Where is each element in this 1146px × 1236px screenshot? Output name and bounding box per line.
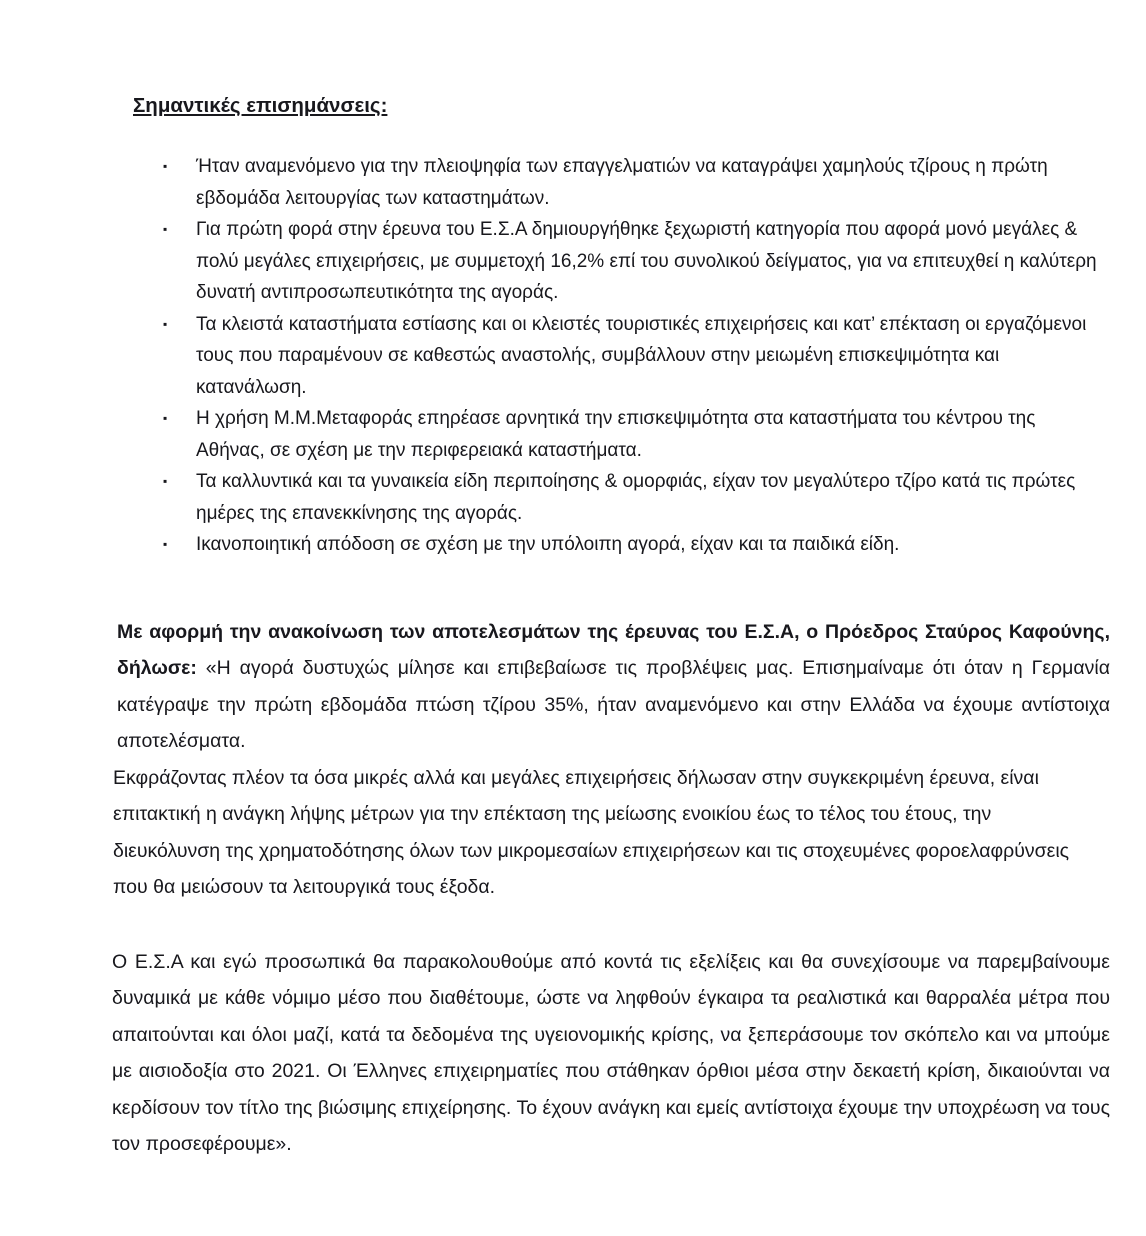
bullet-square-icon: ▪ [163,316,168,331]
page-title: Σημαντικές επισημάνσεις: [133,94,388,117]
bullet-text: Τα κλειστά καταστήματα εστίασης και οι κλειστές τουριστικές επιχειρήσεις και κατ’ επέκταση οι εργαζόμενοι τους που παραμένουν σε καθεστώς αναστολής, συμβάλλουν στην μειωμένη επισκεψιμότητα και κατανάλωση. [196,313,1087,398]
bullet-square-icon: ▪ [163,159,168,173]
list-item [112,309,1110,404]
bullet-square-icon: ▪ [163,222,168,236]
bullet-square-icon: ▪ [163,474,168,488]
bullet-text: Η χρήση Μ.Μ.Μεταφοράς επηρέασε αρνητικά την επισκεψιμότητα στα καταστήματα του κέντρου της Αθήνας, σε σχέση με την περιφερειακά καταστήματα. [196,408,1036,461]
list-item [112,466,1110,529]
statement-quote: «Η αγορά δυστυχώς μίλησε και επιβεβαίωσε τις προβλέψεις μας. Επισημαίναμε ότι όταν η Γερμανία κατέγραψε την πρώτη εβδομάδα πτώση τζίρου 35%, ήταν αναμενόμενο και στην Ελλάδα να έχουμε αντίστοιχα αποτελέσματα. [117,657,1111,752]
bullet-text: Ήταν αναμενόμενο για την πλειοψηφία των επαγγελματιών να καταγράψει χαμηλούς τζίρους η πρώτη εβδομάδα λειτουργίας των καταστημάτων. [196,156,1048,209]
list-item [112,529,1110,561]
bullet-square-icon: ▪ [163,411,168,425]
list-item [112,214,1110,309]
bullet-list [112,151,1110,561]
bullet-text: Για πρώτη φορά στην έρευνα του Ε.Σ.Α δημιουργήθηκε ξεχωριστή κατηγορία που αφορά μονό μεγάλες & πολύ μεγάλες επιχειρήσεις, με συμμετοχή 16,2% επί του συνολικού δείγματος, για να επιτευχθεί η καλύτερη δυνατή αντιπροσωπευτικότητα της αγοράς. [196,219,1097,303]
list-item [112,403,1110,466]
list-item [112,151,1110,214]
statement-quote-continuation: Εκφράζοντας πλέον τα όσα μικρές αλλά και μεγάλες επιχειρήσεις δήλωσαν στην συγκεκριμένη έρευνα, είναι επιτακτική η ανάγκη λήψης μέτρων για την επέκταση της μείωσης ενοικίου έως το τέλος του έτους, την διευκόλυνση της χρηματοδότησης όλων των μικρομεσαίων επιχειρήσεων και τις στοχευμένες φοροελαφρύνσεις που θα μειώσουν τα λειτουργικά τους έξοδα. [113,766,1070,898]
bullet-text: Τα καλλυντικά και τα γυναικεία είδη περιποίησης & ομορφιάς, είχαν τον μεγαλύτερο τζίρο κατά τις πρώτες ημέρες της επανεκκίνησης της αγοράς. [196,471,1076,524]
bullet-text: Ικανοποιητική απόδοση σε σχέση με την υπόλοιπη αγορά, είχαν και τα παιδικά είδη. [196,534,900,555]
statement-lead-bold: Με αφορμή την ανακοίνωση των αποτελεσμάτων της έρευνας του Ε.Σ.Α, ο Πρόεδρος Σταύρος Καφούνης, δήλωσε: [117,620,1110,679]
bullet-square-icon: ▪ [163,537,168,551]
closing-paragraph: Ο Ε.Σ.Α και εγώ προσωπικά θα παρακολουθούμε από κοντά τις εξελίξεις και θα συνεχίσουμε να παρεμβαίνουμε δυναμικά με κάθε νόμιμο μέσο που διαθέτουμε, ώστε να ληφθούν έγκαιρα τα ρεαλιστικά και θαρραλέα μέτρα που απαιτούνται και όλοι μαζί, κατά τα δεδομένα της υγειονομικής κρίσης, να ξεπεράσουμε τον σκόπελο και να μπούμε με αισιοδοξία στο 2021. Οι Έλληνες επιχειρηματίες που στάθηκαν όρθιοι μέσα στην δεκαετή κρίση, δικαιούνται να κερδίσουν τον τίτλο της βιώσιμης επιχείρησης. Το έχουν ανάγκη και εμείς αντίστοιχα έχουμε την υποχρέωση να τους τον προσεφέρουμε». [112,950,1110,1155]
statement-paragraph [117,614,1110,760]
